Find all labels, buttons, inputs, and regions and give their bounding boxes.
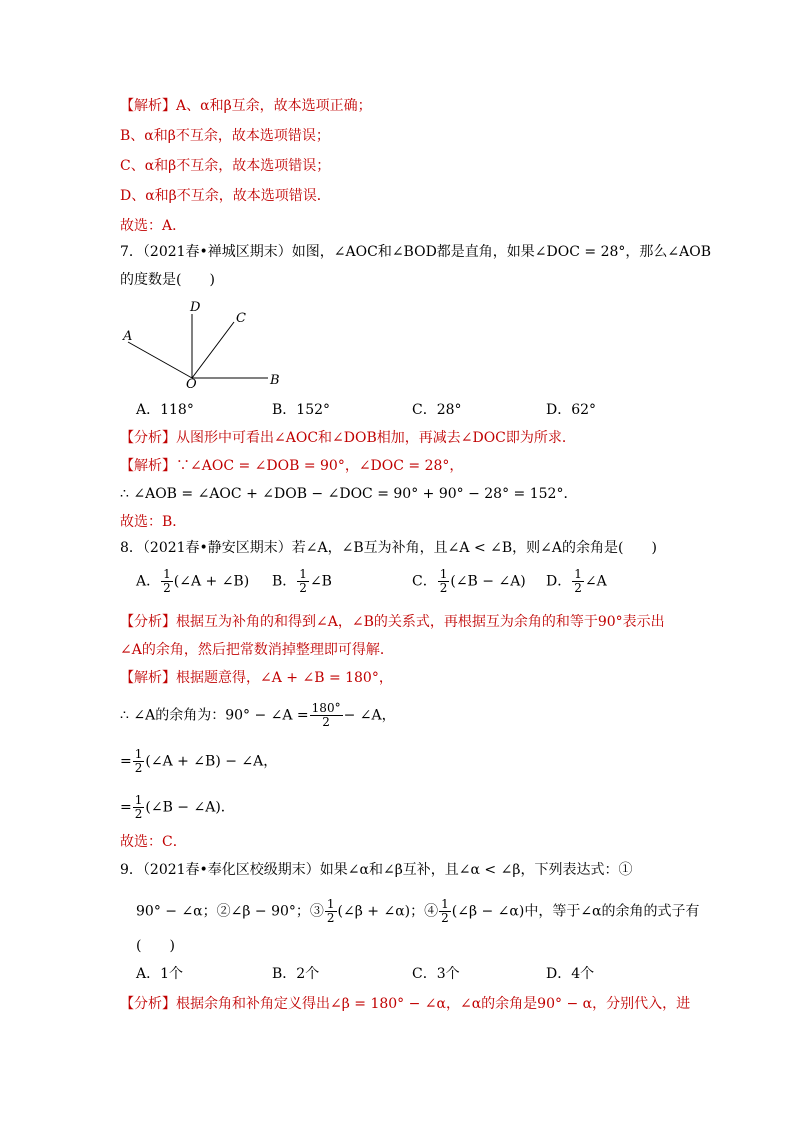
frac-den: 2: [326, 911, 335, 925]
q8-solution-3-pre: =: [120, 753, 132, 770]
frac-den: 2: [299, 581, 307, 595]
label-c: C: [236, 311, 246, 326]
fraction-180-over-2: [310, 702, 343, 729]
label-a: A: [123, 329, 133, 344]
q8-solution-3-post: (∠A + ∠B) − ∠A，: [145, 753, 278, 770]
frac-den: 2: [574, 581, 582, 595]
q9-analysis: [120, 994, 690, 1014]
q8-solution-4-post: (∠B − ∠A)．: [145, 799, 235, 816]
q9-expressions: [136, 898, 700, 925]
frac-num: 1: [574, 567, 582, 581]
frac-num: 1: [134, 793, 143, 807]
jiexi-tag: 【解析】: [120, 670, 176, 686]
label-d: D: [190, 300, 201, 315]
q8-option-b-expr: ∠B: [309, 573, 332, 590]
fraction-half: [438, 568, 450, 595]
q8-option-c[interactable]: [412, 568, 526, 595]
fenxi-tag: 【分析】: [120, 614, 176, 630]
q8-option-a-expr: (∠A + ∠B): [173, 573, 250, 590]
q8-option-a-label: A．: [136, 573, 161, 590]
q7-option-a[interactable]: A．118°: [136, 402, 194, 418]
q8-option-c-expr: (∠B − ∠A): [450, 573, 526, 590]
fraction-half: [439, 898, 451, 925]
q8-solution-2-pre: ∴ ∠A的余角为：90° − ∠A =: [120, 707, 309, 724]
q7-option-b[interactable]: B．152°: [272, 402, 331, 418]
q8-analysis-2: ∠A的余角，然后把常数消掉整理即可得解．: [120, 642, 394, 658]
q7-stem-1: 7．（2021春•禅城区期末）如图，∠AOC和∠BOD都是直角，如果∠DOC = 28°，那么∠AOB: [120, 244, 711, 260]
q9-stem-1: 9．（2021春•奉化区校级期末）如果∠α和∠β互补，且∠α < ∠β，下列表达式：①: [120, 862, 633, 878]
q7-option-c[interactable]: C．28°: [412, 402, 462, 418]
jiexi-tag: 【解析】: [120, 458, 176, 474]
q8-solution-1: [120, 668, 393, 688]
q9-expr-3: (∠β − ∠α)中，等于∠α的余角的式子有: [451, 903, 700, 920]
sec6-line-2: B、α和β不互余，故本选项错误；: [120, 128, 330, 144]
sec6-answer: 故选：A．: [120, 218, 187, 234]
sec6-text-1: A、α和β互余，故本选项正确；: [176, 98, 372, 114]
label-o: O: [186, 377, 197, 390]
fraction-half: [572, 568, 584, 595]
q8-analysis-1-text: 根据互为补角的和得到∠A，∠B的关系式，再根据互为余角的和等于90°表示出: [176, 614, 665, 630]
frac-num: 1: [163, 567, 171, 581]
q7-solution-2: ∴ ∠AOB = ∠AOC + ∠DOB − ∠DOC = 90° + 90° − 28° = 152°．: [120, 486, 578, 502]
q8-option-a[interactable]: [136, 568, 249, 595]
q8-solution-2-post: − ∠A，: [343, 707, 396, 724]
sec6-line-1: [120, 96, 372, 116]
fraction-half: [161, 568, 173, 595]
q8-option-b-label: B．: [272, 573, 297, 590]
q7-solution-1-text: ∵∠AOC = ∠DOB = 90°，∠DOC = 28°，: [176, 458, 464, 474]
frac-num: 1: [134, 747, 143, 761]
frac-den: 2: [439, 581, 448, 595]
q8-option-d-label: D．: [546, 573, 572, 590]
q9-stem-3: ( ): [136, 938, 175, 954]
q8-solution-3: [120, 748, 277, 775]
ray-oa: [128, 342, 192, 378]
q8-option-c-label: C．: [412, 573, 437, 590]
frac-num: 1: [326, 897, 335, 911]
q8-solution-4-pre: =: [120, 799, 132, 816]
q7-answer: 故选：B．: [120, 514, 187, 530]
fraction-half: [133, 748, 145, 775]
q7-option-d[interactable]: D．62°: [546, 402, 597, 418]
q7-analysis-text: 从图形中可看出∠AOC和∠DOB相加，再减去∠DOC即为所求．: [176, 430, 576, 446]
frac-den: 2: [134, 761, 143, 775]
q7-stem-2: 的度数是( ): [120, 272, 215, 288]
q8-analysis-1: [120, 612, 665, 632]
q9-expr-1: 90° − ∠α；②∠β − 90°；③: [136, 903, 324, 920]
fenxi-tag: 【分析】: [120, 996, 176, 1012]
fenxi-tag: 【分析】: [120, 430, 176, 446]
q8-option-d-expr: ∠A: [584, 573, 607, 590]
fraction-half: [133, 794, 145, 821]
q7-angle-figure: [118, 298, 288, 390]
frac-num: 1: [439, 567, 448, 581]
frac-den: 2: [441, 911, 449, 925]
q9-analysis-text: 根据余角和补角定义得出∠β = 180° − ∠α，∠α的余角是90° − α，分别代入，进: [176, 996, 691, 1012]
sec6-line-3: C、α和β不互余，故本选项错误；: [120, 158, 331, 174]
frac-den: 2: [163, 581, 171, 595]
frac-den: 2: [134, 807, 143, 821]
q8-solution-1-text: 根据题意得，∠A + ∠B = 180°，: [176, 670, 393, 686]
q9-option-c[interactable]: C．3个: [412, 966, 460, 982]
q9-option-d[interactable]: D．4个: [546, 966, 595, 982]
frac-num: 180°: [311, 701, 341, 715]
q9-option-b[interactable]: B．2个: [272, 966, 320, 982]
frac-num: 1: [441, 897, 449, 911]
q8-stem: 8．（2021春•静安区期末）若∠A，∠B互为补角，且∠A < ∠B，则∠A的余角是( ): [120, 540, 657, 556]
q8-solution-4: [120, 794, 235, 821]
q9-option-a[interactable]: A．1个: [136, 966, 184, 982]
q8-answer: 故选：C．: [120, 834, 187, 850]
jiexi-tag: 【解析】: [120, 98, 176, 114]
frac-den: 2: [322, 715, 330, 729]
sec6-line-4: D、α和β不互余，故本选项错误．: [120, 188, 331, 204]
q8-option-b[interactable]: [272, 568, 332, 595]
fraction-half: [297, 568, 309, 595]
q8-solution-2: [120, 702, 396, 729]
q7-solution-1: [120, 456, 463, 476]
q8-option-d[interactable]: [546, 568, 607, 595]
fraction-half: [325, 898, 337, 925]
ray-oc: [192, 322, 234, 378]
label-b: B: [270, 373, 280, 388]
frac-num: 1: [299, 567, 307, 581]
q9-expr-2: (∠β + ∠α)；④: [337, 903, 439, 920]
q7-analysis: [120, 428, 576, 448]
